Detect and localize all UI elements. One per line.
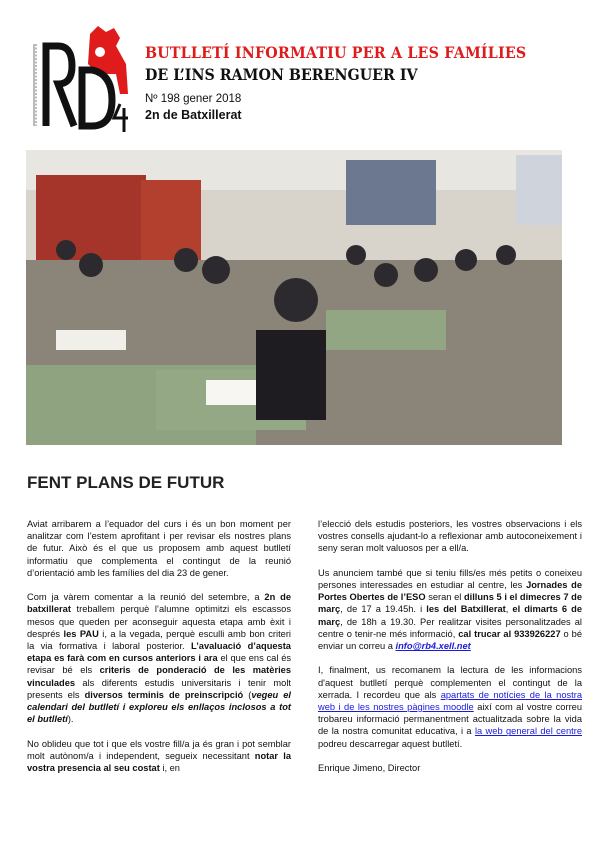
article-right-column xyxy=(318,518,582,786)
text-run: vegeu el calendari del butlletí i exploreu els enllaços inclosos a tot el butlletí xyxy=(27,689,291,725)
paragraph xyxy=(27,518,291,579)
text-run: podreu descarregar aquest butlletí. xyxy=(318,738,463,749)
paragraph xyxy=(27,591,291,725)
text-run: diversos terminis de preinscripció xyxy=(84,689,244,700)
issue-number: Nº 198 gener 2018 xyxy=(145,93,242,105)
text-run: Enrique Jimeno, Director xyxy=(318,763,421,774)
inline-link[interactable]: apartats de notícies de la nostra web i de les nostres pàgines moodle xyxy=(318,689,582,713)
newsletter-title: BUTLLETÍ INFORMATIU PER A LES FAMÍLIES xyxy=(145,43,527,62)
text-run: o bé enviar un correu a xyxy=(318,628,583,652)
article-left-column xyxy=(27,518,291,786)
text-run: així com al vostre correu trobareu informació permanentment actualitzada sobre la vida de la nostra comunitat educativa, i a xyxy=(318,702,583,737)
text-run: cal trucar al 933926227 xyxy=(458,628,561,639)
text-run: , de 17 a 19.45h. i xyxy=(340,604,427,615)
text-run: criteris de ponderació de les matèries vinculades xyxy=(27,665,291,688)
text-run: les PAU xyxy=(63,628,99,639)
paragraph xyxy=(318,762,582,774)
text-run: No oblideu que tot i que els vostre fill/a ja és gran i pot semblar molt autònom/a i independent, segueix necessitant xyxy=(27,738,291,761)
paragraph xyxy=(318,518,582,555)
text-run: treballem perquè l’alumne optimitzi els escassos mesos que queden per aconseguir aquesta etapa amb èxit i després xyxy=(27,604,291,639)
text-run: ). xyxy=(67,714,74,725)
text-run: el dimarts 6 de març xyxy=(318,604,583,627)
text-run: L’avaluació d’aquesta etapa es farà com en cursos anteriors i ara xyxy=(27,641,291,664)
text-run: , de 18h a 19.30. Per realitzar visites personalitzades al centre o tenir-ne més informació, xyxy=(318,616,582,639)
text-run: , xyxy=(505,604,513,615)
text-run: i, en xyxy=(159,763,180,774)
text-run: dilluns 5 i el dimecres 7 de març xyxy=(318,592,582,615)
text-run: Us anunciem també que si teniu fills/es més petits o coneixeu persones interessades en estudiar al centre, les xyxy=(318,567,582,590)
text-run: Com ja vàrem comentar a la reunió del setembre, a xyxy=(27,592,265,603)
text-run: notar la vostra presencia al seu costat xyxy=(27,750,291,774)
paragraph xyxy=(318,567,582,652)
paragraph xyxy=(27,738,291,775)
text-run: seran el xyxy=(425,592,464,603)
email-link[interactable]: info@rb4.xell.net xyxy=(395,641,471,652)
text-run: Jornades de Portes Obertes de l’ESO xyxy=(318,580,582,603)
article-title: FENT PLANS DE FUTUR xyxy=(27,473,225,492)
paragraph xyxy=(318,664,582,749)
classroom-photo xyxy=(26,150,562,445)
text-run: l’elecció dels estudis posteriors, les vostres observacions i els vostres consells ajudant-lo a reflexionar amb autoconeixement i seny seran molt valuosos per a ell/a. xyxy=(318,519,582,554)
text-run: I, finalment, us recomanem la lectura de les informacions d'aquest butlletí perquè complementen el contingut de la xerrada. I recordeu que als xyxy=(318,665,582,700)
issue-subtitle: 2n de Batxillerat xyxy=(145,108,242,122)
text-run: als diferents estudis universitaris i tenir molt presents els xyxy=(27,677,291,700)
school-logo xyxy=(28,24,133,134)
text-run: i, a la vegada, perquè esculli amb bon criteri la via formativa i laboral posterior. xyxy=(27,628,291,652)
text-run: ( xyxy=(243,689,252,700)
logo-graphic xyxy=(28,24,133,134)
text-run: Aviat arribarem a l’equador del curs i és un bon moment per analitzar com l’estem aprofitant i per revisar els nostres plans de futur. Això és el que us proposem amb aquest butlletí informatiu que complementa el contingut de la reunió d’orientació amb les famílies del dia 23 de gener. xyxy=(27,519,291,578)
inline-link[interactable]: la web general del centre xyxy=(474,726,582,737)
text-run: 2n de batxillerat xyxy=(27,592,291,615)
school-name: DE L’INS RAMON BERENGUER IV xyxy=(145,65,418,84)
text-run: les del Batxillerat xyxy=(426,604,506,615)
text-run: el que ens cal és revisar bé els xyxy=(27,653,292,676)
